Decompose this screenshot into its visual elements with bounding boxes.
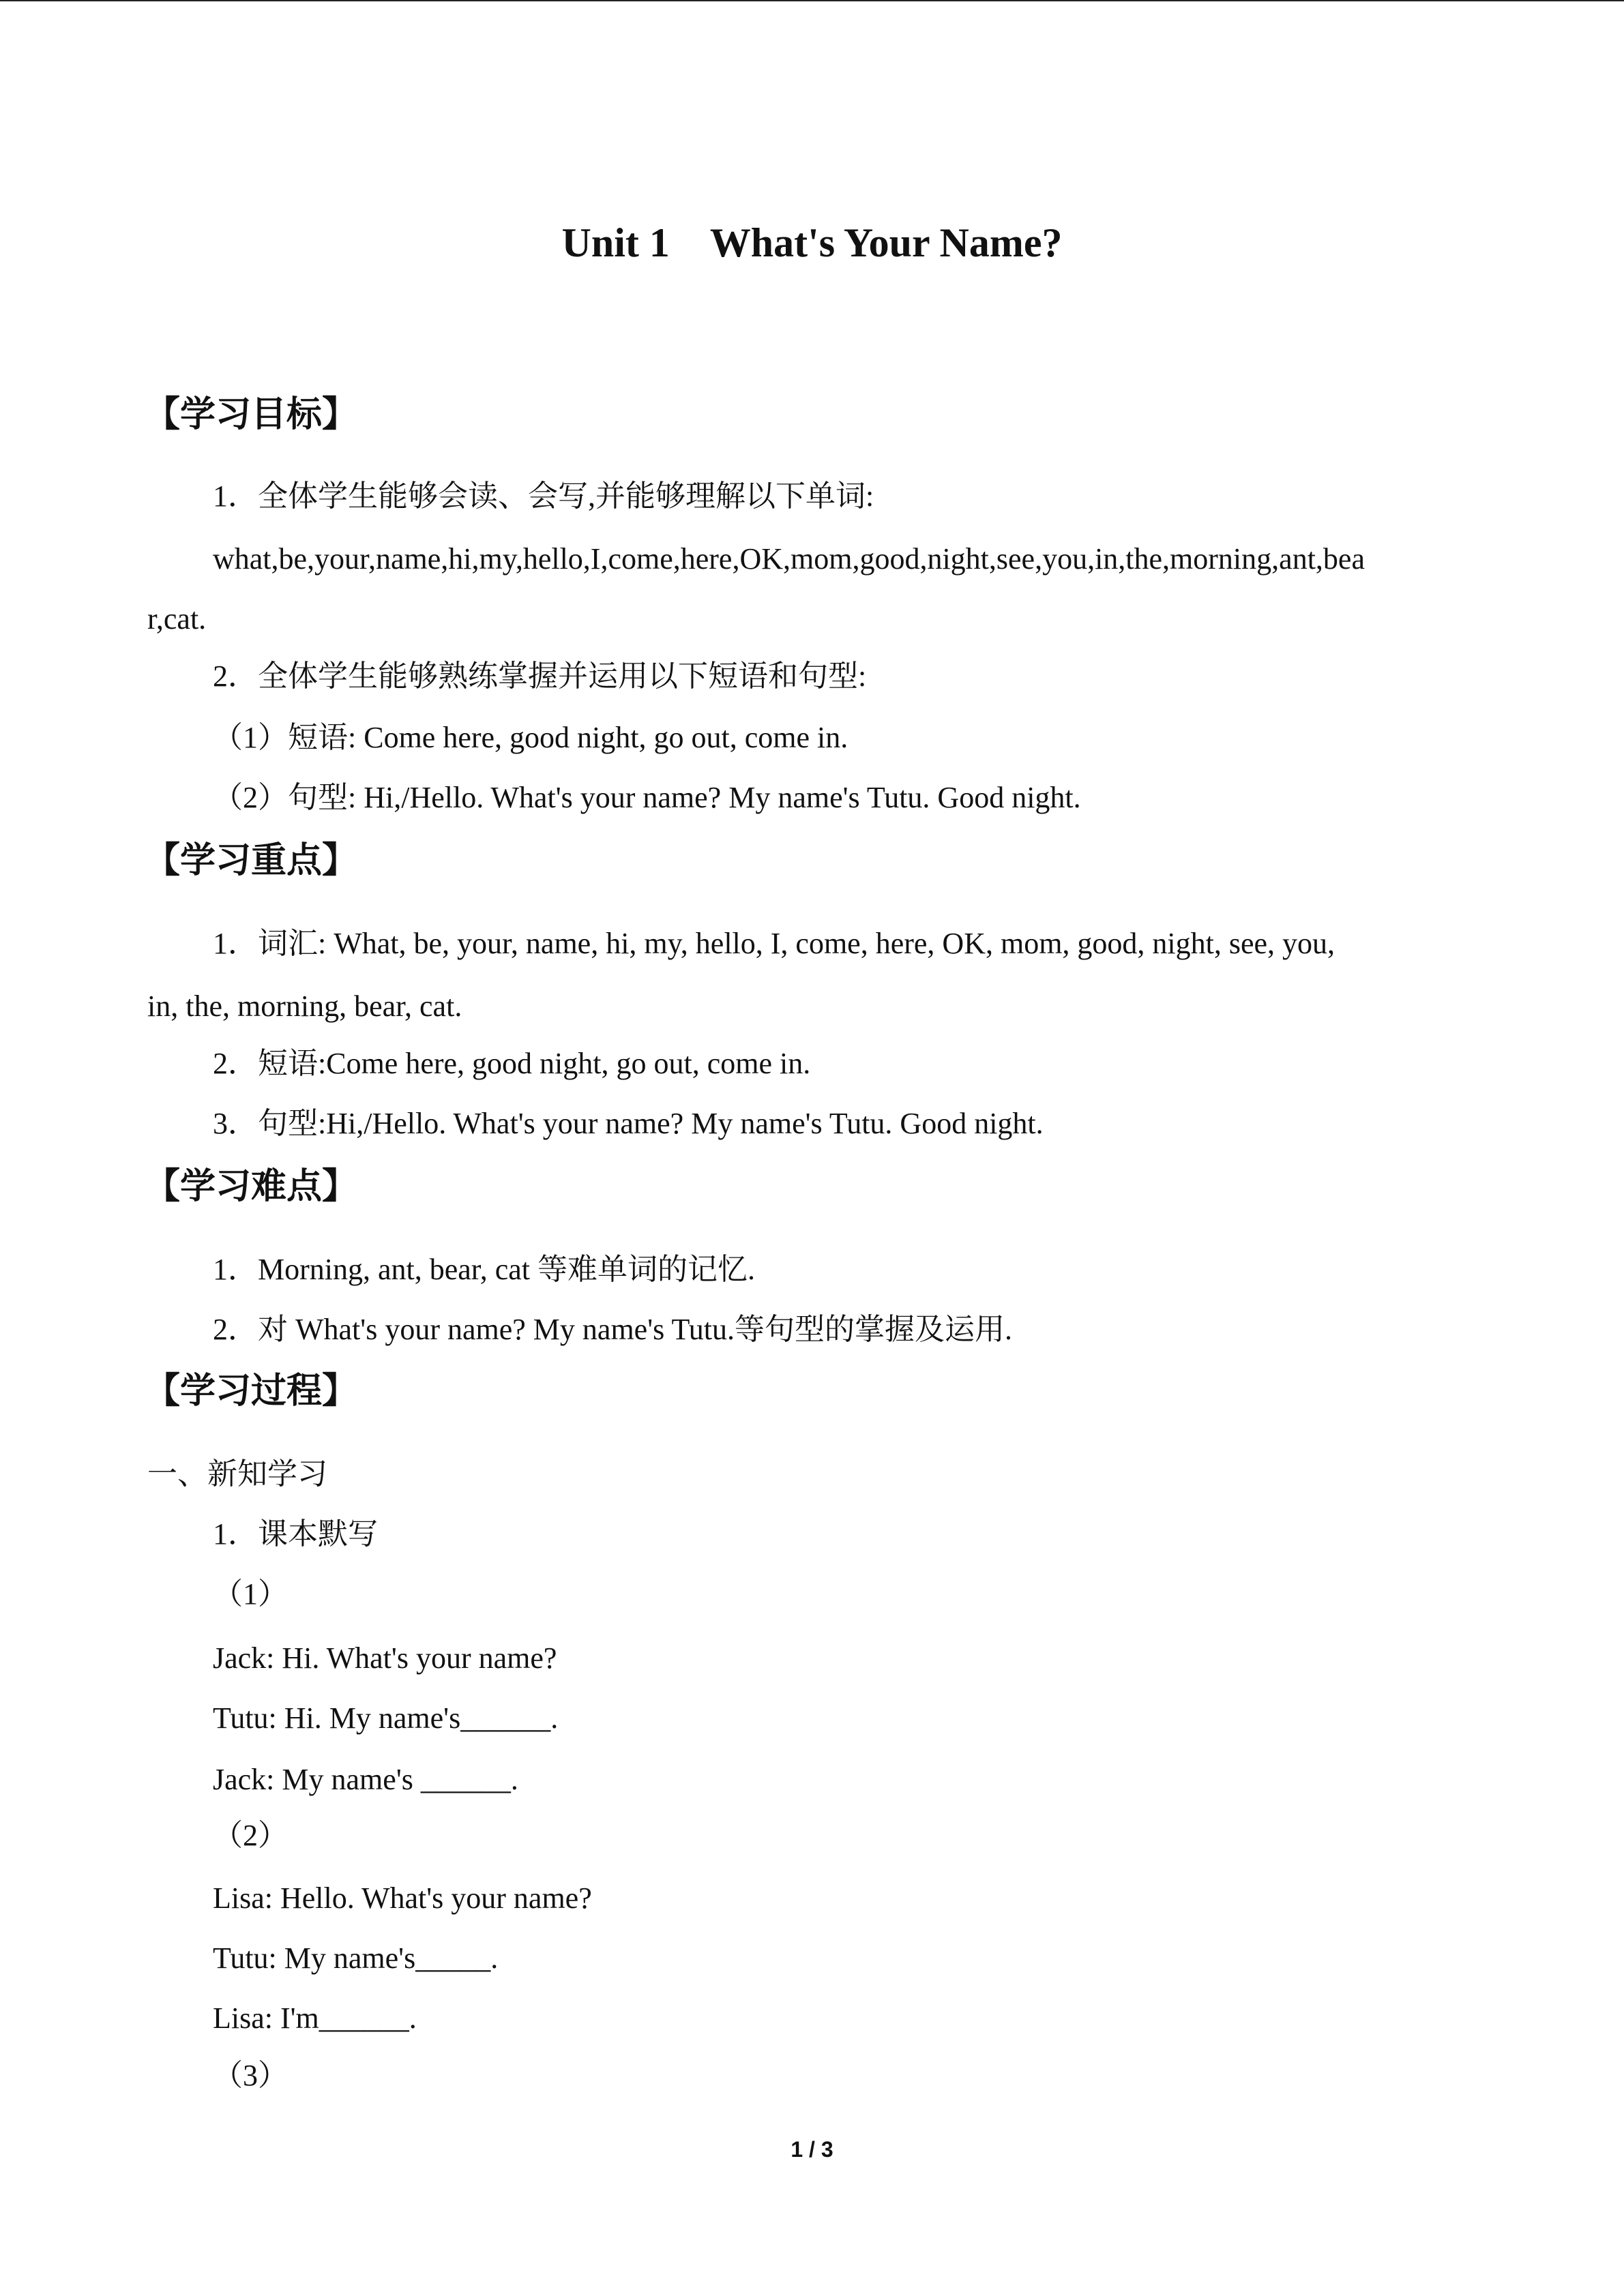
objectives-line-1: 1．全体学生能够会读、会写,并能够理解以下单词: xyxy=(213,479,874,513)
process-sub-1: 1．课本默写 xyxy=(213,1517,378,1551)
objectives-line-2: what,be,your,name,hi,my,hello,I,come,here,OK,mom,good,night,see,you,in,the,morning,ant,bea xyxy=(213,542,1365,576)
exercise-1-line-3: Jack: My name's ______. xyxy=(213,1763,518,1796)
section-heading-objectives: 【学习目标】 xyxy=(145,394,358,435)
section-heading-key-points: 【学习重点】 xyxy=(145,840,358,881)
section-heading-difficulties: 【学习难点】 xyxy=(145,1166,358,1207)
exercise-1-number: （1） xyxy=(213,1577,288,1611)
exercise-2-number: （2） xyxy=(213,1819,288,1852)
process-part-1: 一、新知学习 xyxy=(147,1457,327,1491)
objectives-line-3: r,cat. xyxy=(147,602,207,636)
exercise-3-number: （3） xyxy=(213,2059,288,2092)
objectives-line-6: （2）句型: Hi,/Hello. What's your name? My name's Tutu. Good night. xyxy=(213,781,1081,814)
page-number: 1 / 3 xyxy=(791,2137,833,2162)
page-title: Unit 1 What's Your Name? xyxy=(561,220,1063,265)
exercise-2-line-1: Lisa: Hello. What's your name? xyxy=(213,1881,592,1915)
difficulties-line-2: 2．对 What's your name? My name's Tutu.等句型的掌握及运用. xyxy=(213,1313,1013,1346)
exercise-2-line-3: Lisa: I'm______. xyxy=(213,2001,417,2035)
key-points-line-2: in, the, morning, bear, cat. xyxy=(147,989,462,1023)
objectives-line-5: （1）短语: Come here, good night, go out, come in. xyxy=(213,721,848,754)
key-points-line-3: 2．短语:Come here, good night, go out, come in. xyxy=(213,1047,811,1080)
key-points-line-4: 3．句型:Hi,/Hello. What's your name? My name's Tutu. Good night. xyxy=(213,1107,1044,1140)
objectives-line-4: 2．全体学生能够熟练掌握并运用以下短语和句型: xyxy=(213,659,867,693)
section-heading-process: 【学习过程】 xyxy=(145,1371,358,1412)
difficulties-line-1: 1．Morning, ant, bear, cat 等难单词的记忆. xyxy=(213,1253,755,1286)
exercise-2-line-2: Tutu: My name's_____. xyxy=(213,1941,499,1975)
exercise-1-line-1: Jack: Hi. What's your name? xyxy=(213,1641,557,1675)
exercise-1-line-2: Tutu: Hi. My name's______. xyxy=(213,1701,559,1735)
key-points-line-1: 1．词汇: What, be, your, name, hi, my, hello, I, come, here, OK, mom, good, night, see, you, xyxy=(213,927,1335,960)
